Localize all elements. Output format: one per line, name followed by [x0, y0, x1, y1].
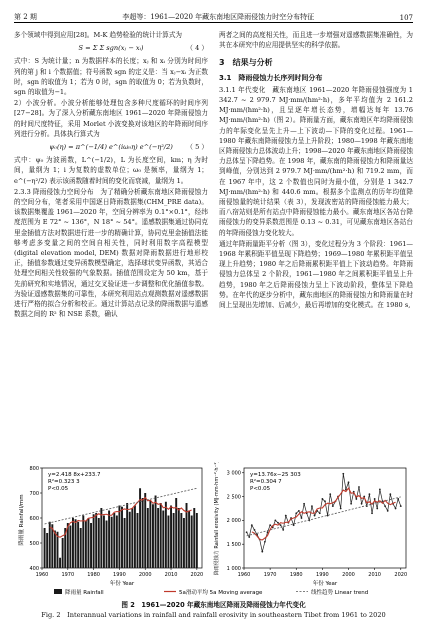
x-tick-label: 1970	[61, 572, 75, 578]
y-tick-label: 3 000	[226, 470, 241, 477]
caption-en: Fig. 2 Interannual variations in rainfall and rainfall erosivity in southeastern Tibet from 1961 to 2020	[41, 611, 386, 619]
rainfall-bar	[51, 524, 53, 568]
erosivity-point	[329, 493, 331, 495]
caption-cn: 图 2 1961—2020 年藏东南地区降雨及降雨侵蚀力年代变化	[121, 601, 306, 609]
erosivity-point	[397, 498, 399, 500]
erosivity-point	[350, 503, 352, 505]
erosivity-point	[342, 473, 344, 475]
y-tick-label: 400	[29, 565, 39, 572]
left-column	[14, 30, 208, 320]
x-tick-label: 2020	[394, 572, 408, 578]
rainfall-bar	[118, 506, 120, 569]
rainfall-bar	[69, 526, 71, 569]
rainfall-bar	[144, 493, 146, 568]
erosivity-point	[389, 493, 391, 495]
right-r2: R²=0.304 7	[250, 479, 282, 485]
rainfall-bar	[80, 528, 82, 568]
x-tick-label: 2000	[138, 572, 152, 578]
rainfall-bar	[95, 513, 97, 568]
x-tick-label: 1990	[113, 572, 126, 578]
right-column	[219, 30, 413, 311]
rainfall-bar	[137, 513, 139, 568]
equation-4: S = Σ Σ sgn(xⱼ − xᵢ) （ 4 ）	[78, 44, 208, 53]
rainfall-bar	[155, 496, 157, 569]
erosivity-point	[303, 503, 305, 505]
rainfall-bar	[152, 504, 154, 568]
erosivity-point	[293, 524, 295, 526]
rainfall-bar	[131, 508, 133, 568]
legend-bar-label: 降雨量 Rainfall	[65, 590, 104, 596]
paragraph: 式中：S 为统计量；n 为数据样本的长度；xⱼ 和 xᵢ 分别为时间序列的第 j 和 i 个数据值；符号函数 sgn 的定义是：当 xⱼ−xᵢ 为正数时，sgn 的取值为 1；若为 0 时，sgn 的取值为 0；若为负数时，sgn 的取值为−1。	[14, 57, 208, 97]
right-equation: y=13.76x−25 303	[250, 472, 301, 478]
x-tick-label: 1980	[87, 572, 100, 578]
figure-caption	[14, 600, 413, 620]
erosivity-point	[332, 505, 334, 507]
rainfall-bar	[157, 508, 159, 568]
rainfall-bar	[59, 558, 61, 568]
erosivity-point	[246, 531, 248, 533]
paragraph: 2.3.3 降雨侵蚀力空间分布 为了精确分析藏东南地区降雨侵蚀力的空间分布，笔者采用中国逐日降雨数据集(CHM_PRE data)。该数据集覆盖 1961—2020 年，空间分辨率为 0.1°×0.1°，经纬度范围为 E 72° ~ 136°，N 18° ~ 54°。遥感数据集通过协同克里金插值方法对数据进行进一步的精确计算，协同克里金插值法能够考虑多变量之间的空间自相关性，同时利用数字高程模型(digital elevation model, DEM) 数据对降雨数据进行地形校正，插值参数通过变异函数模型确定，选择球状变异函数，其适合处理空间相关性较强的气象数据。插值范围设定为 50 km，基于先前研究和实地情况，通过交叉验证进一步调整和优化插值参数。为验证遥感数据集的可靠性，本研究利用站点观测数据对遥感数据进行严格的拟合分析和校正。通过计算站点记录的降雨数据与遥感数据之间的 R² 和 NSE 系数，确认	[14, 187, 208, 319]
moving-average-line	[252, 488, 396, 540]
rainfall-bar	[100, 508, 102, 568]
equation-5: ψ₀(η) = π^(−1/4) e^(iω₀η) e^(−η²/2) （ 5 ）	[49, 143, 208, 152]
erosivity-point	[355, 498, 357, 500]
x-tick-label: 1970	[263, 572, 277, 578]
rainfall-bar	[54, 531, 56, 569]
erosivity-point	[314, 515, 316, 517]
rainfall-bar	[124, 518, 126, 568]
rainfall-bar	[75, 519, 77, 568]
figure-2-chart	[14, 462, 413, 597]
running-title: 李超等：1961—2020 年藏东南地区降雨侵蚀力时空分布特征	[122, 13, 315, 21]
rainfall-bar	[106, 521, 108, 569]
y-tick-label: 2 500	[226, 494, 241, 501]
rainfall-bar	[180, 513, 182, 568]
page-header	[14, 8, 413, 23]
erosivity-point	[348, 481, 350, 483]
legend-trend-label: 线性趋势 Linear trend	[311, 590, 369, 596]
erosivity-point	[282, 529, 284, 531]
y-tick-label: 2 000	[226, 518, 241, 525]
left-ylabel: 降雨量 Rainfall/mm	[19, 494, 25, 546]
y-tick-label: 700	[29, 490, 39, 497]
x-tick-label: 1990	[316, 572, 329, 578]
paragraph: 式中：ψ₀ 为波函数，L^(−1/2)，L 为长度空间，km；η 为时间，量纲为 1；i 为复数的虚数单位；ω₀ 是频率，量纲为 1；e^(−η²/2) 表示该函数随着时间的变化而衰减，量纲为 1。	[14, 156, 208, 185]
rainfall-bar	[46, 533, 48, 568]
rainfall-bar	[108, 511, 110, 569]
rainfall-bar	[44, 528, 46, 568]
rainfall-bar	[193, 508, 195, 568]
x-tick-label: 1980	[289, 572, 303, 578]
right-ylabel: 降雨侵蚀力 Rainfall erosivity (MJ·mm·hm⁻²·h⁻¹)	[214, 462, 220, 576]
issue-number: 第 2 期	[14, 13, 37, 21]
erosivity-point	[274, 519, 276, 521]
left-p: P<0.05	[48, 486, 69, 492]
rainfall-bar	[103, 516, 105, 569]
legend-ma-label: 5a滑动平均 5a Moving average	[179, 590, 263, 596]
paragraph: 通过年降雨量距平分析（图 3），变化过程分为 3 个阶段：1961—1968 年累积距平值呈现下降趋势；1969—1980 年累积距平值呈现上升趋势；1980 年之后降雨累积距平值上下波动趋势。年降雨侵蚀力总体呈 2 个阶段，1961—1980 年之间累积距平值呈上升趋势，1980 年之后降雨侵蚀力呈上下波动阶段，整体呈下降趋势。在年代的逐步分析中，藏东南地区的降雨侵蚀力和降雨量在时间上呈现出先增加、后减少，最后再增加的变化模式。在 1980 s,	[219, 239, 413, 310]
y-tick-label: 600	[29, 515, 39, 522]
rainfall-bar	[196, 513, 198, 568]
rainfall-bar	[113, 513, 115, 568]
rainfall-bar	[49, 522, 51, 568]
erosivity-point	[285, 515, 287, 517]
rainfall-bar	[147, 508, 149, 568]
erosivity-point	[269, 524, 271, 526]
section-heading: 3 结果与分析	[219, 58, 273, 68]
page-number: 107	[399, 14, 413, 22]
rainfall-bar	[129, 512, 131, 568]
rainfall-bar	[167, 516, 169, 569]
y-tick-label: 500	[29, 540, 39, 547]
x-tick-label: 2010	[164, 572, 178, 578]
erosivity-point	[321, 498, 323, 500]
rainfall-bar	[165, 502, 167, 568]
erosivity-point	[324, 500, 326, 502]
rainfall-bar	[111, 517, 113, 568]
x-tick-label: 2020	[190, 572, 204, 578]
rainfall-bar	[116, 516, 118, 569]
erosivity-point	[280, 524, 282, 526]
rainfall-bar	[121, 507, 123, 568]
erosivity-point	[319, 512, 321, 514]
rainfall-bar	[77, 522, 79, 568]
y-tick-label: 800	[29, 465, 39, 472]
erosivity-point	[261, 551, 263, 553]
erosivity-point	[298, 510, 300, 512]
erosivity-point	[358, 486, 360, 488]
rainfall-bar	[90, 523, 92, 568]
x-tick-label: 2000	[342, 572, 355, 578]
erosivity-point	[264, 541, 266, 543]
rainfall-bar	[162, 511, 164, 569]
rainfall-bar	[98, 518, 100, 568]
paragraph: 2）小波分析。小波分析能够处理包含多种尺度循环的时间序列[27−28]。为了深入分析藏东南地区 1961—2020 年降雨侵蚀力的时间尺度特征，采用 Morlet 小波变换对该地区的年降雨时间序列进行分析。具体执行算式为	[14, 99, 208, 138]
rainfall-bar	[93, 514, 95, 568]
right-xlabel: 年份 Year	[312, 581, 338, 587]
right-p: P<0.05	[250, 486, 271, 492]
left-equation: y=2.418 8x+233.7	[48, 472, 101, 478]
rainfall-bar	[87, 518, 89, 568]
y-tick-label: 1 500	[226, 541, 241, 548]
rainfall-bar	[173, 513, 175, 568]
erosivity-point	[301, 517, 303, 519]
rainfall-bar	[62, 538, 64, 568]
erosivity-point	[254, 529, 256, 531]
rainfall-bar	[188, 511, 190, 569]
rainfall-bar	[82, 516, 84, 569]
x-tick-label: 1960	[35, 572, 49, 578]
erosivity-point	[379, 489, 381, 491]
erosivity-point	[395, 508, 397, 510]
rainfall-bar	[149, 501, 151, 569]
erosivity-point	[277, 522, 279, 524]
erosivity-point	[295, 512, 297, 514]
erosivity-point	[369, 493, 371, 495]
x-tick-label: 1960	[237, 572, 251, 578]
erosivity-point	[251, 524, 253, 526]
erosivity-point	[248, 536, 250, 538]
erosivity-point	[371, 512, 373, 514]
rainfall-bar	[72, 518, 74, 568]
erosivity-point	[387, 510, 389, 512]
subsection-heading: 3.1 降雨侵蚀力长序列时间分布	[219, 73, 323, 82]
figure-legend	[54, 588, 368, 596]
erosivity-point	[400, 505, 402, 507]
erosivity-point	[311, 505, 313, 507]
erosivity-point	[340, 508, 342, 510]
rainfall-bar	[178, 508, 180, 568]
rainfall-bar	[160, 503, 162, 568]
erosivity-point	[376, 508, 378, 510]
rainfall-bar	[183, 518, 185, 568]
paragraph: 3.1.1 年代变化 藏东南地区 1961—2020 年降雨侵蚀强度为 1 342.7 ~ 2 979.7 MJ·mm/(hm²·h)，多年平均值为 2 161.2 MJ·mm/(hm²·h)，且呈逐年增长态势，增幅达每年 13.76 MJ·mm/(hm²·h)（图 2）。降雨量方面，藏东南地区年均降雨侵蚀力的年际变化呈先上升—上下波动—下降的变化过程。1961—1980 年藏东南降雨侵蚀力呈上升阶段；1980—1998 年藏东南地区降雨侵蚀力总体波动上升；1998—2020 年藏东南地区降雨侵蚀力总体呈下降趋势。在 1998 年，藏东南的降雨侵蚀力和降雨量达到峰值，分别达到 2 979.7 MJ·mm/(hm²·h) 和 719.2 mm，而在 1967 年中，这 2 个数值也同时为最小值，分别是 1 342.7 MJ·mm/(hm²·h) 和 440.6 mm。根据多个监测点的历年均值降雨侵蚀量的统计结果（表 3），发现波密站的降雨侵蚀能力最大；而八宿站则是所有站点中降雨侵蚀能力最小。藏东南地区各站台降雨侵蚀力的变异系数范围是 0.13 ~ 0.31，可见藏东南地区各站台的年降雨侵蚀力变化较大。	[219, 85, 413, 237]
rainfall-bar	[134, 506, 136, 569]
erosivity-point	[361, 503, 363, 505]
figure-2	[14, 462, 413, 597]
y-tick-label: 1 000	[226, 565, 241, 572]
erosivity-point	[374, 498, 376, 500]
left-xlabel: 年份 Year	[109, 581, 135, 587]
rainfall-bar	[191, 516, 193, 569]
rainfall-bar	[126, 503, 128, 568]
paragraph: 多个领域中得到应用[28]。M-K 趋势检验的统计计算式为	[14, 31, 183, 39]
left-r2: R²=0.323 3	[48, 479, 80, 485]
rainfall-bar	[85, 521, 87, 569]
rainfall-bar	[142, 498, 144, 568]
paragraph: 两者之间的高度相关性，而且进一步增强对遥感数据集准确性，为其在本研究中的应用提供坚实的科学依据。	[219, 31, 413, 50]
erosivity-point	[384, 505, 386, 507]
rainfall-bar	[186, 503, 188, 568]
x-tick-label: 2010	[368, 572, 382, 578]
rainfall-bar	[170, 506, 172, 569]
legend-swatch-bar	[54, 589, 62, 594]
